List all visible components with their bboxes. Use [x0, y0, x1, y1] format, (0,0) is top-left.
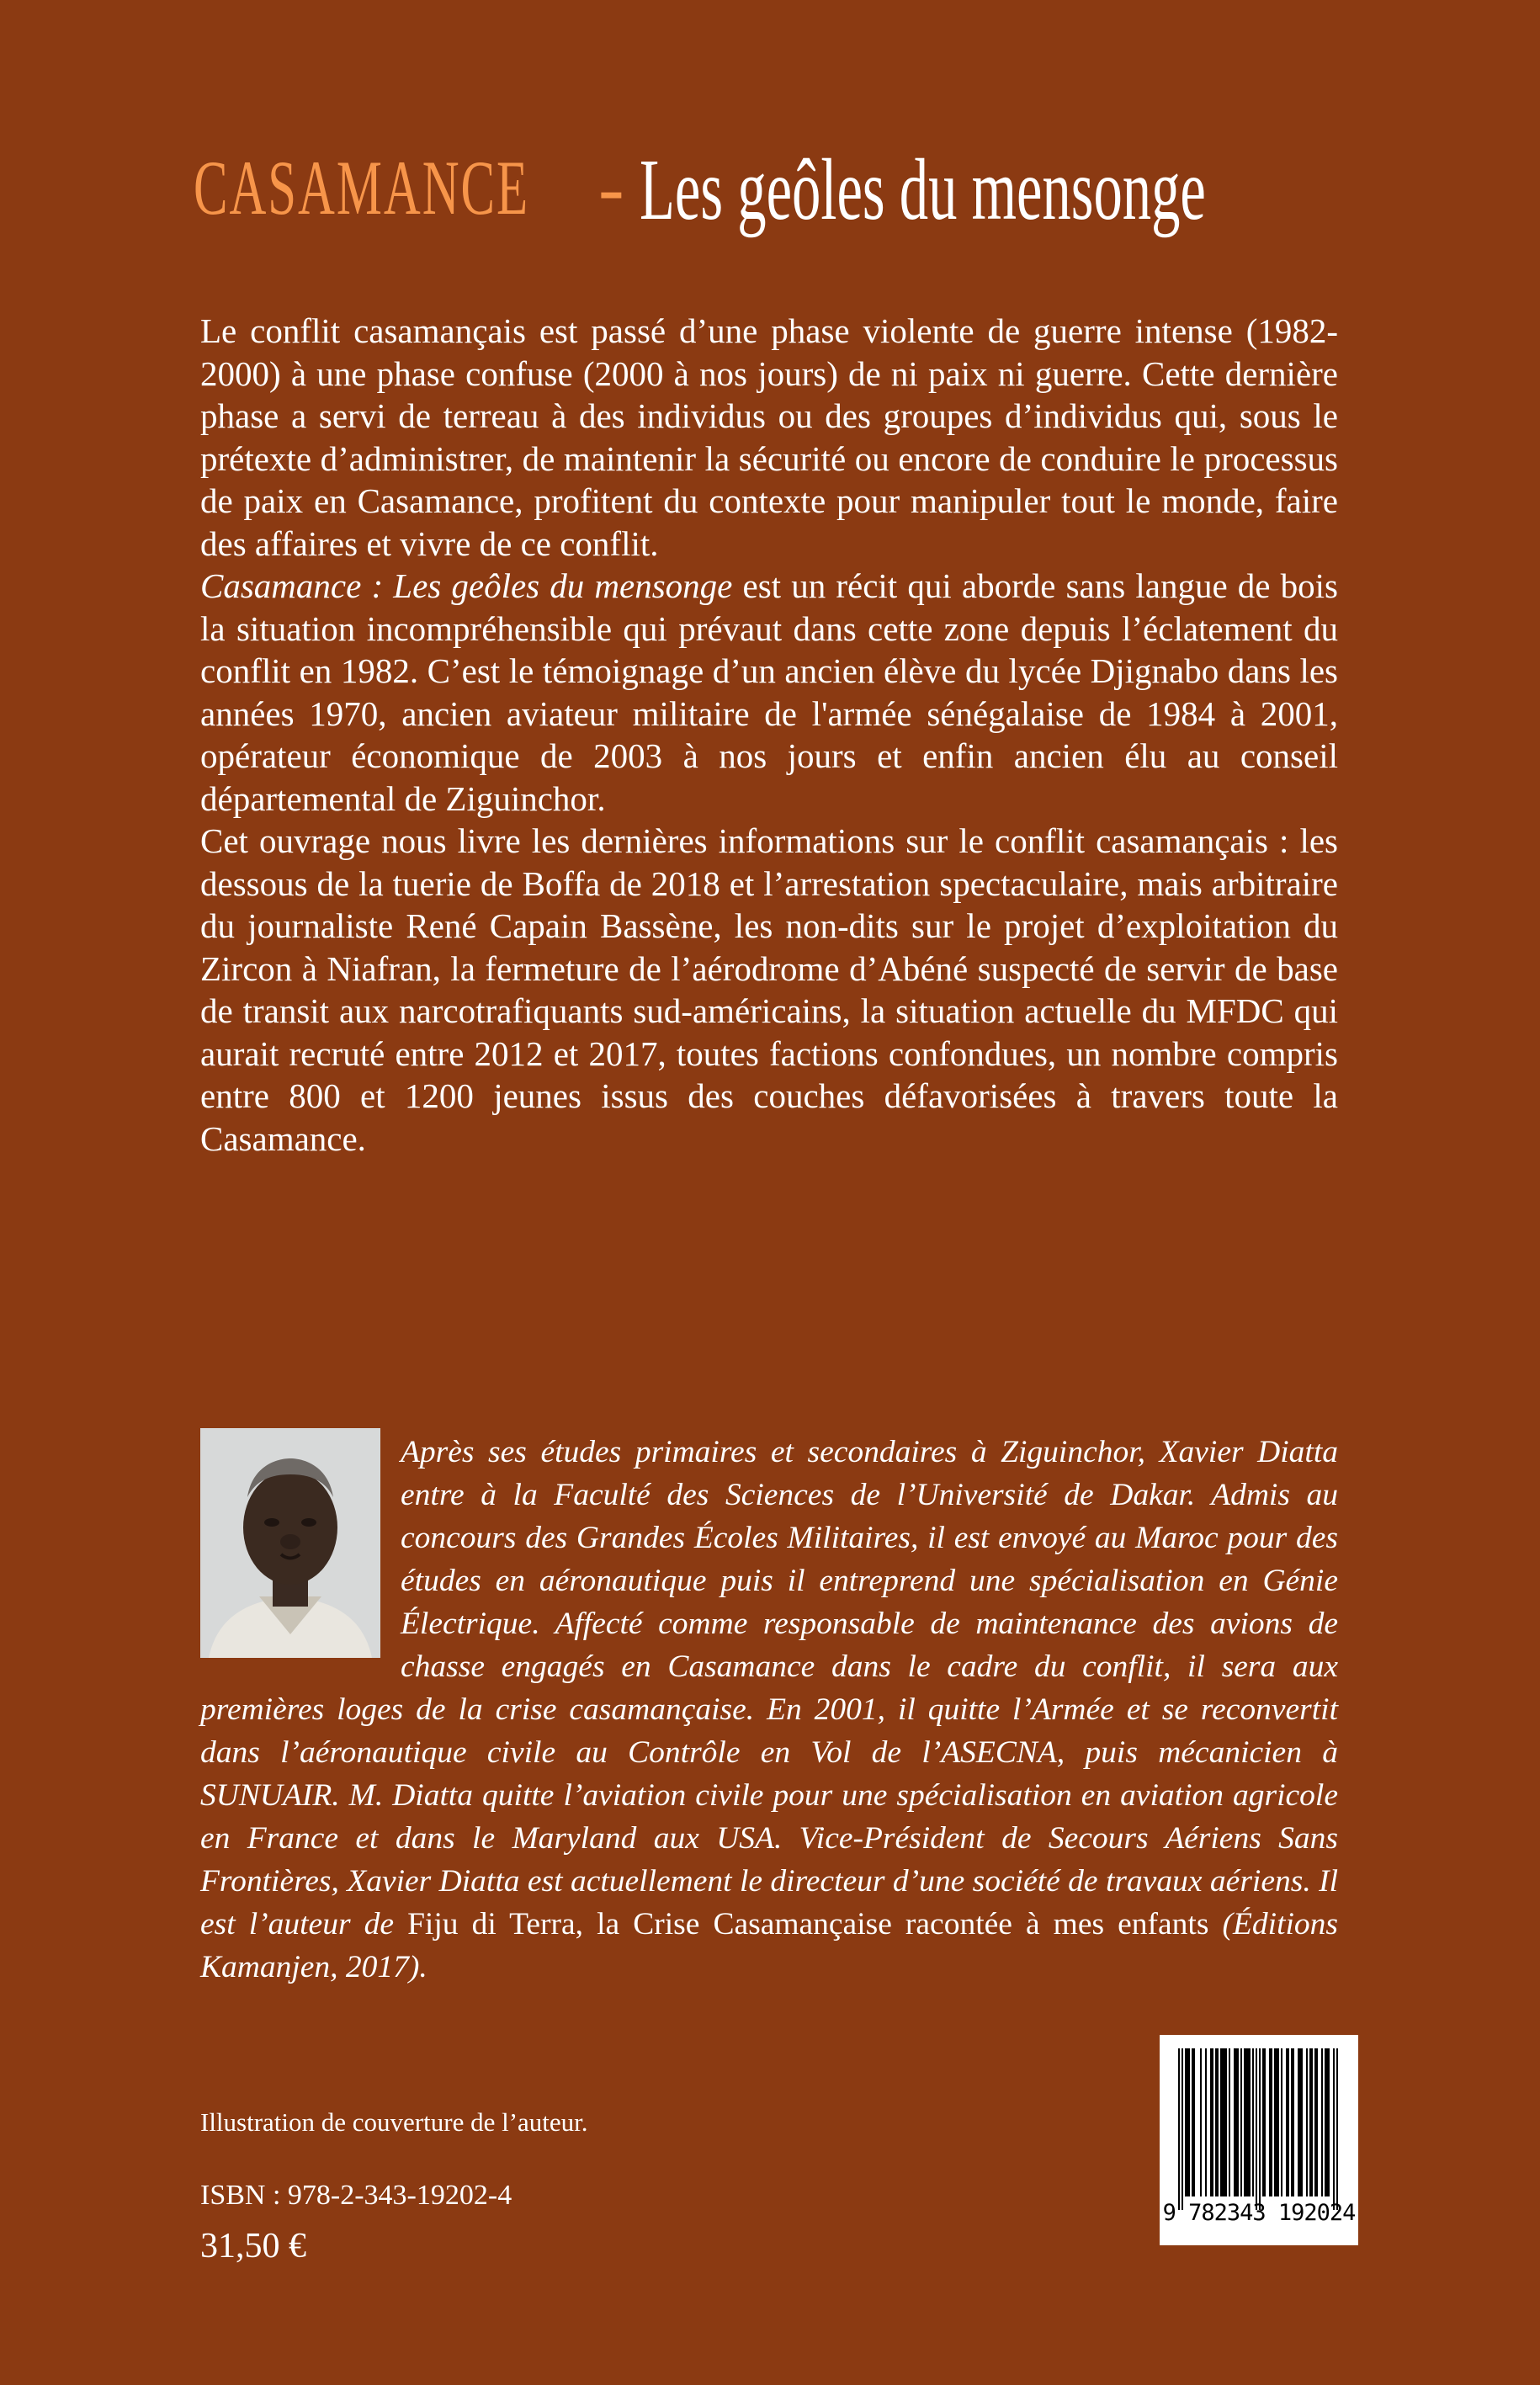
barcode-bar	[1311, 2048, 1313, 2196]
bio-book-title: Fiju di Terra, la Crise Casamançaise racontée à mes enfants	[407, 1907, 1209, 1941]
bio-text: Après ses études primaires et secondaires à Ziguinchor, Xavier Diatta entre à la Faculté des Sciences de l’Université de Dakar. Admis au concours des Grandes Écoles Militaires, il est envoyé au Maroc pour des études en aéronautique puis il entreprend une spécialisation en Génie Électrique. Affecté comme responsable de maintenance des avions de chasse engagés en Casamance dans le cadre du conflit, il sera aux premières loges de la crise casamançaise. En 2001, il quitte l’Armée et se reconvertit dans l’aéronautique civile au Contrôle en Vol de l’ASECNA, puis mécanicien à SUNUAIR. M. Diatta quitte l’aviation civile pour une spécialisation en aviation agricole en France et dans le Maryland aux USA. Vice-Président de Secours Aériens Sans Frontières, Xavier Diatta est actuellement le directeur d’une société de travaux aériens. Il est l’auteur de	[200, 1435, 1338, 1941]
barcode-bar	[1182, 2048, 1183, 2210]
barcode-bar	[1193, 2048, 1195, 2196]
barcode-bar	[1256, 2048, 1257, 2210]
isbn: ISBN : 978-2-343-19202-4	[200, 2180, 512, 2211]
bio-book-publisher: (Éditions Kamanjen, 2017).	[200, 1907, 1338, 1984]
barcode-bar	[1309, 2048, 1311, 2196]
barcode-bar	[1220, 2048, 1222, 2196]
barcode-bar	[1192, 2048, 1193, 2196]
barcode-bar	[1333, 2048, 1335, 2210]
barcode-bar	[1229, 2048, 1230, 2196]
barcode-bar	[1325, 2048, 1326, 2196]
barcode-bar	[1225, 2048, 1227, 2196]
barcode-bar	[1306, 2048, 1308, 2196]
barcode-bar	[1187, 2048, 1188, 2196]
price: 31,50 €	[200, 2227, 306, 2265]
barcode-bar	[1240, 2048, 1242, 2196]
title-part2: Les geôles du mensonge	[640, 141, 1206, 238]
synopsis-paragraph-2-text: est un récit qui aborde sans langue de bois la situation incompréhensible qui prévaut dans cette zone depuis l’éclatement du conflit en 1982. C’est le témoignage d’un ancien élève du lycée Djignabo dans les années 1970, ancien aviateur militaire de l'armée sénégalaise de 1984 à 2001, opérateur économique de 2003 à nos jours et enfin ancien élu au conseil départemental de Ziguinchor.	[200, 566, 1338, 818]
barcode-bar	[1277, 2048, 1279, 2196]
barcode-bar	[1271, 2048, 1272, 2196]
barcode-number: 9 782343 192024	[1162, 2200, 1356, 2226]
barcode-bar	[1321, 2048, 1323, 2196]
synopsis-paragraph-3: Cet ouvrage nous livre les dernières informations sur le conflit casamançais : les dessous de la tuerie de Boffa de 2018 et l’arrestation spectaculaire, mais arbitraire du journaliste René Capain Bassène, les non-dits sur le projet d’exploitation du Zircon à Niafran, la fermeture de l’aérodrome d’Abéné suspecté de servir de base de transit aux narcotrafiquants sud-américains, la situation actuelle du MFDC qui aurait recruté entre 2012 et 2017, toutes factions confondues, un nombre compris entre 800 et 1200 jeunes issus des couches défavorisées à travers toute la Casamance.	[200, 821, 1338, 1158]
barcode-bar	[1314, 2048, 1316, 2196]
barcode	[1160, 2035, 1358, 2245]
barcode-bar	[1234, 2048, 1235, 2196]
barcode-bar	[1224, 2048, 1225, 2196]
barcode-bar	[1244, 2048, 1245, 2196]
barcode-bar	[1205, 2048, 1207, 2196]
barcode-bar	[1262, 2048, 1264, 2196]
barcode-bar	[1188, 2048, 1190, 2196]
barcode-bar	[1264, 2048, 1266, 2196]
barcode-bar	[1245, 2048, 1247, 2196]
barcode-bar	[1200, 2048, 1202, 2196]
barcode-bar	[1286, 2048, 1288, 2196]
barcode-bar	[1210, 2048, 1212, 2196]
title-part1: CASAMANCE	[194, 145, 530, 231]
barcode-bar	[1252, 2048, 1254, 2196]
barcode-bar	[1328, 2048, 1330, 2196]
synopsis-book-title: Casamance : Les geôles du mensonge	[200, 566, 733, 605]
barcode-bar	[1178, 2048, 1180, 2210]
barcode-bar	[1269, 2048, 1271, 2196]
cover-credit: Illustration de couverture de l’auteur.	[200, 2107, 588, 2137]
barcode-bar	[1247, 2048, 1249, 2196]
author-bio	[200, 1431, 1338, 1989]
barcode-bar	[1336, 2048, 1338, 2210]
barcode-bar	[1217, 2048, 1219, 2196]
barcode-bar	[1298, 2048, 1299, 2196]
barcode-bar	[1237, 2048, 1239, 2196]
synopsis	[200, 310, 1338, 1160]
barcode-bar	[1274, 2048, 1276, 2196]
synopsis-paragraph-1: Le conflit casamançais est passé d’une phase violente de guerre intense (1982-2000) à une phase confuse (2000 à nos jours) de ni paix ni guerre. Cette dernière phase a servi de terreau à des individus ou des groupes d’individus qui, sous le prétexte d’administrer, de maintenir la sécurité ou encore de conduire le processus de paix en Casamance, profitent du contexte pour manipuler tout le monde, faire des affaires et vivre de ce conflit.	[200, 311, 1338, 563]
title-separator: -	[579, 145, 644, 231]
barcode-bar	[1299, 2048, 1301, 2196]
barcode-bar	[1235, 2048, 1237, 2196]
barcode-bar	[1212, 2048, 1213, 2196]
barcode-bar	[1288, 2048, 1289, 2196]
barcode-bar	[1281, 2048, 1282, 2196]
barcode-bar	[1301, 2048, 1303, 2196]
synopsis-paragraph-2	[200, 565, 1338, 820]
barcode-bar	[1185, 2048, 1187, 2196]
photo-spacer	[200, 1431, 401, 1666]
barcode-bar	[1215, 2048, 1217, 2196]
barcode-bar	[1326, 2048, 1328, 2196]
barcode-bar	[1316, 2048, 1318, 2196]
barcode-bar	[1276, 2048, 1277, 2196]
barcode-bar	[1293, 2048, 1294, 2196]
barcode-bar	[1249, 2048, 1251, 2196]
barcode-bar	[1291, 2048, 1293, 2196]
barcode-bar	[1222, 2048, 1224, 2196]
barcode-bar	[1259, 2048, 1261, 2210]
